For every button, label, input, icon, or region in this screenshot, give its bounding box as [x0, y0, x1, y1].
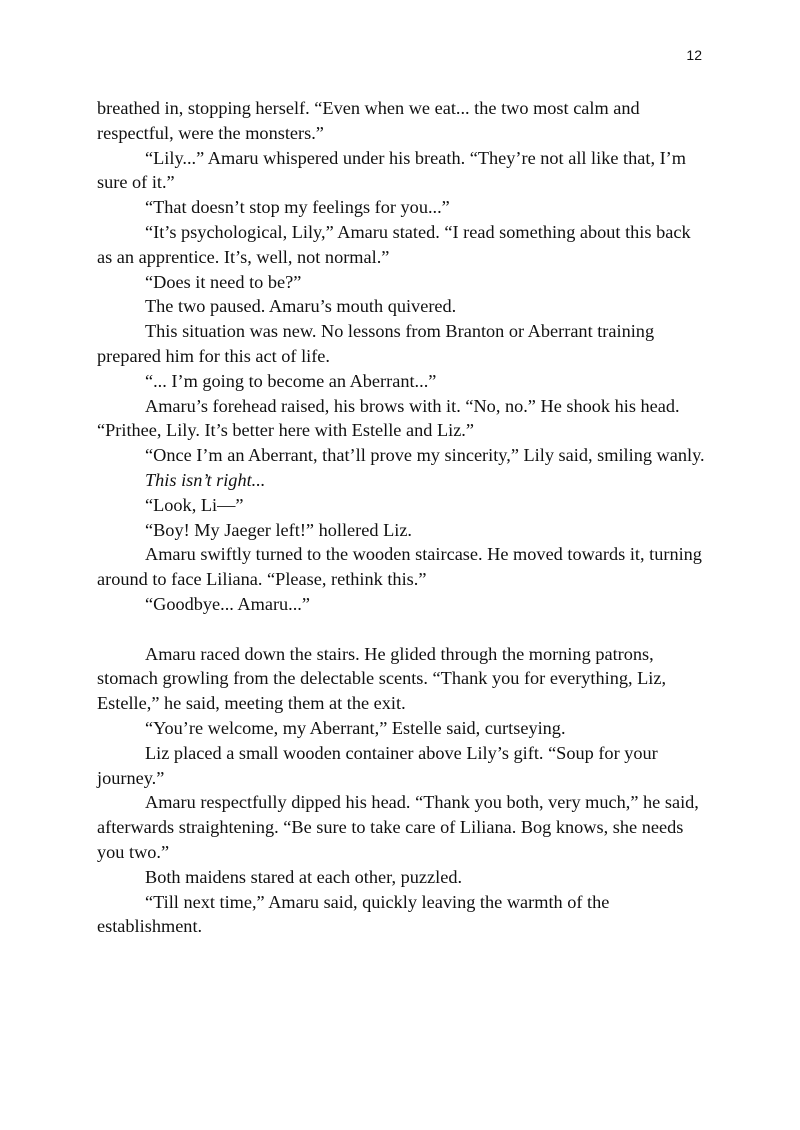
paragraph: Amaru swiftly turned to the wooden staircase. He moved towards it, turning around to face Liliana. “Please, rethink this.”: [97, 544, 702, 590]
paragraph: “Look, Li—”: [145, 494, 244, 515]
paragraph: “... I’m going to become an Aberrant...”: [145, 370, 437, 391]
paragraph: Both maidens stared at each other, puzzled.: [145, 866, 463, 887]
paragraph: Liz placed a small wooden container above Lily’s gift. “Soup for your journey.”: [97, 742, 658, 788]
paragraph: “Boy! My Jaeger left!” hollered Liz.: [145, 519, 412, 540]
paragraph: “Once I’m an Aberrant, that’ll prove my sincerity,” Lily said, smiling wanly.: [145, 445, 705, 466]
paragraph: The two paused. Amaru’s mouth quivered.: [145, 296, 457, 317]
paragraph: breathed in, stopping herself. “Even when we eat... the two most calm and respectful, were the monsters.”: [97, 98, 640, 143]
body-text: [97, 96, 709, 939]
paragraph: “That doesn’t stop my feelings for you...”: [145, 197, 450, 218]
paragraph: Amaru respectfully dipped his head. “Thank you both, very much,” he said, afterwards straightening. “Be sure to take care of Liliana. Bog knows, she needs you two.”: [97, 792, 699, 862]
scene-break: [97, 617, 709, 642]
paragraph: “Goodbye... Amaru...”: [145, 593, 310, 614]
page-number: 12: [686, 47, 702, 63]
paragraph: This situation was new. No lessons from Branton or Aberrant training prepared him for this act of life.: [97, 321, 655, 366]
paragraph: “Does it need to be?”: [145, 271, 302, 292]
paragraph: “Till next time,” Amaru said, quickly leaving the warmth of the establishment.: [97, 891, 610, 937]
paragraph: “You’re welcome, my Aberrant,” Estelle said, curtseying.: [145, 717, 566, 738]
paragraph: Amaru raced down the stairs. He glided through the morning patrons, stomach growling from the delectable scents. “Thank you for everything, Liz, Estelle,” he said, meeting them at the exit.: [97, 643, 667, 714]
paragraph-italic-thought: This isn’t right...: [145, 469, 266, 490]
paragraph: Amaru’s forehead raised, his brows with it. “No, no.” He shook his head. “Prithee, Lily. It’s better here with Estelle and Liz.”: [97, 395, 680, 441]
paragraph: “It’s psychological, Lily,” Amaru stated. “I read something about this back as an apprentice. It’s, well, not normal.”: [97, 221, 691, 267]
paragraph: “Lily...” Amaru whispered under his breath. “They’re not all like that, I’m sure of it.”: [97, 147, 686, 193]
